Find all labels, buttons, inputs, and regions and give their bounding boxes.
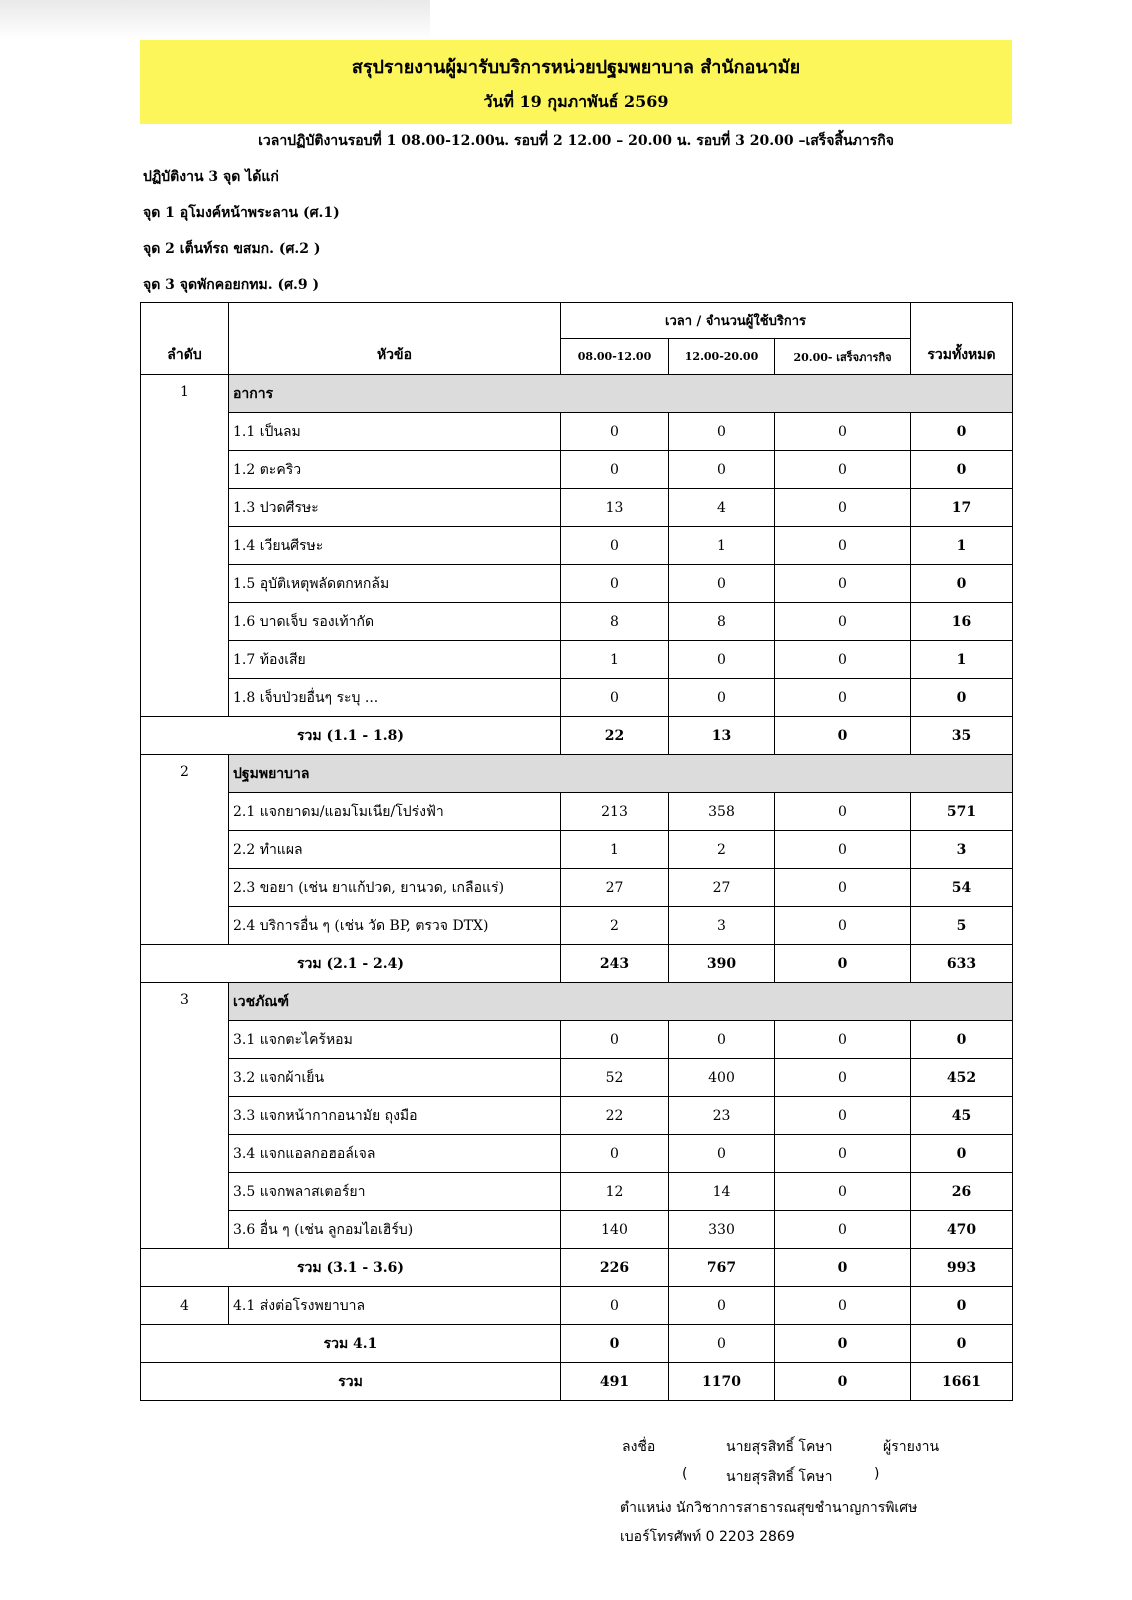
period-1-value: 0 bbox=[561, 413, 669, 451]
sign-label: ลงชื่อ bbox=[622, 1439, 656, 1455]
title-banner bbox=[140, 40, 1012, 124]
table-row bbox=[141, 793, 1013, 831]
row-label: 1.1 เป็นลม bbox=[229, 413, 561, 451]
table-row bbox=[141, 413, 1013, 451]
signer-role: ผู้รายงาน bbox=[883, 1439, 940, 1455]
table-row bbox=[141, 641, 1013, 679]
period-1-value: 140 bbox=[561, 1211, 669, 1249]
period-3-value: 0 bbox=[775, 1287, 911, 1325]
section-number: 4 bbox=[141, 1287, 229, 1325]
period-2-value: 14 bbox=[669, 1173, 775, 1211]
subtotal-row bbox=[141, 1325, 1013, 1363]
period-2-value: 8 bbox=[669, 603, 775, 641]
period-2-value: 4 bbox=[669, 489, 775, 527]
col-header-no: ลำดับ bbox=[141, 303, 229, 375]
period-1-value: 1 bbox=[561, 641, 669, 679]
total-value: 0 bbox=[911, 1287, 1013, 1325]
row-label: 3.6 อื่น ๆ (เช่น ลูกอมไอเฮิร์บ) bbox=[229, 1211, 561, 1249]
row-label: 1.5 อุบัติเหตุพลัดตกหกล้ม bbox=[229, 565, 561, 603]
table-row bbox=[141, 1211, 1013, 1249]
period-3-value: 0 bbox=[775, 1363, 911, 1401]
signer-position: ตำแหน่ง นักวิชาการสาธารณสุขชำนาญการพิเศษ bbox=[620, 1500, 918, 1516]
row-label: 1.2 ตะคริว bbox=[229, 451, 561, 489]
period-3-value: 0 bbox=[775, 1249, 911, 1287]
total-value: 452 bbox=[911, 1059, 1013, 1097]
period-1-value: 226 bbox=[561, 1249, 669, 1287]
section-number: 3 bbox=[141, 983, 229, 1249]
table-row bbox=[141, 679, 1013, 717]
period-2-value: 0 bbox=[669, 1325, 775, 1363]
period-1-value: 0 bbox=[561, 451, 669, 489]
table-row bbox=[141, 1021, 1013, 1059]
table-row bbox=[141, 489, 1013, 527]
total-value: 633 bbox=[911, 945, 1013, 983]
period-2-value: 13 bbox=[669, 717, 775, 755]
total-value: 17 bbox=[911, 489, 1013, 527]
period-2-value: 400 bbox=[669, 1059, 775, 1097]
total-value: 0 bbox=[911, 1325, 1013, 1363]
total-value: 0 bbox=[911, 565, 1013, 603]
period-3-value: 0 bbox=[775, 793, 911, 831]
total-value: 0 bbox=[911, 451, 1013, 489]
row-label: 2.3 ขอยา (เช่น ยาแก้ปวด, ยานวด, เกลือแร่) bbox=[229, 869, 561, 907]
grand-total-label: รวม bbox=[141, 1363, 561, 1401]
total-value: 0 bbox=[911, 1021, 1013, 1059]
period-2-value: 3 bbox=[669, 907, 775, 945]
total-value: 54 bbox=[911, 869, 1013, 907]
report-table bbox=[140, 302, 1013, 1401]
total-value: 5 bbox=[911, 907, 1013, 945]
paren-open: ( bbox=[682, 1466, 688, 1482]
table-row bbox=[141, 565, 1013, 603]
row-label: 1.8 เจ็บป่วยอื่นๆ ระบุ ... bbox=[229, 679, 561, 717]
period-3-value: 0 bbox=[775, 603, 911, 641]
period-2-value: 358 bbox=[669, 793, 775, 831]
table-row bbox=[141, 527, 1013, 565]
row-label: 2.1 แจกยาดม/แอมโมเนีย/โปร่งฟ้า bbox=[229, 793, 561, 831]
col-header-total: รวมทั้งหมด bbox=[911, 303, 1013, 375]
section-header-row bbox=[141, 755, 1013, 793]
col-header-period-3: 20.00- เสร็จภารกิจ bbox=[775, 339, 911, 375]
total-value: 1661 bbox=[911, 1363, 1013, 1401]
signer-name: นายสุรสิทธิ์ โคษา bbox=[726, 1439, 833, 1455]
period-3-value: 0 bbox=[775, 1135, 911, 1173]
period-1-value: 13 bbox=[561, 489, 669, 527]
period-1-value: 491 bbox=[561, 1363, 669, 1401]
table-row bbox=[141, 451, 1013, 489]
period-1-value: 8 bbox=[561, 603, 669, 641]
row-label: 1.6 บาดเจ็บ รองเท้ากัด bbox=[229, 603, 561, 641]
shift-schedule: เวลาปฏิบัติงานรอบที่ 1 08.00-12.00น. รอบที่ 2 12.00 – 20.00 น. รอบที่ 3 20.00 –เสร็จสิ้นภารกิจ bbox=[258, 133, 894, 149]
period-2-value: 1170 bbox=[669, 1363, 775, 1401]
period-3-value: 0 bbox=[775, 527, 911, 565]
period-3-value: 0 bbox=[775, 945, 911, 983]
period-3-value: 0 bbox=[775, 451, 911, 489]
section-name: อาการ bbox=[229, 375, 1013, 413]
period-2-value: 0 bbox=[669, 565, 775, 603]
period-3-value: 0 bbox=[775, 717, 911, 755]
period-3-value: 0 bbox=[775, 869, 911, 907]
period-2-value: 390 bbox=[669, 945, 775, 983]
table-row bbox=[141, 1059, 1013, 1097]
total-value: 45 bbox=[911, 1097, 1013, 1135]
period-2-value: 0 bbox=[669, 1287, 775, 1325]
period-1-value: 0 bbox=[561, 679, 669, 717]
period-2-value: 0 bbox=[669, 641, 775, 679]
section-name: ปฐมพยาบาล bbox=[229, 755, 1013, 793]
period-1-value: 0 bbox=[561, 527, 669, 565]
period-3-value: 0 bbox=[775, 1097, 911, 1135]
row-label: 2.4 บริการอื่น ๆ (เช่น วัด BP, ตรวจ DTX) bbox=[229, 907, 561, 945]
total-value: 35 bbox=[911, 717, 1013, 755]
period-1-value: 52 bbox=[561, 1059, 669, 1097]
grand-total-row bbox=[141, 1363, 1013, 1401]
top-shadow bbox=[0, 0, 430, 40]
period-3-value: 0 bbox=[775, 1211, 911, 1249]
period-1-value: 1 bbox=[561, 831, 669, 869]
report-date: วันที่ 19 กุมภาพันธ์ 2569 bbox=[483, 92, 669, 111]
paren-close: ) bbox=[874, 1466, 880, 1482]
section-number: 1 bbox=[141, 375, 229, 717]
period-2-value: 0 bbox=[669, 1021, 775, 1059]
period-1-value: 0 bbox=[561, 565, 669, 603]
locations-heading: ปฏิบัติงาน 3 จุด ได้แก่ bbox=[143, 169, 279, 185]
period-1-value: 0 bbox=[561, 1325, 669, 1363]
period-2-value: 1 bbox=[669, 527, 775, 565]
row-label: 2.2 ทำแผล bbox=[229, 831, 561, 869]
period-2-value: 23 bbox=[669, 1097, 775, 1135]
period-1-value: 0 bbox=[561, 1021, 669, 1059]
period-3-value: 0 bbox=[775, 679, 911, 717]
period-3-value: 0 bbox=[775, 907, 911, 945]
table-row bbox=[141, 907, 1013, 945]
table-row bbox=[141, 603, 1013, 641]
period-1-value: 2 bbox=[561, 907, 669, 945]
subtotal-row bbox=[141, 717, 1013, 755]
period-3-value: 0 bbox=[775, 1021, 911, 1059]
period-3-value: 0 bbox=[775, 565, 911, 603]
table-row bbox=[141, 831, 1013, 869]
period-2-value: 767 bbox=[669, 1249, 775, 1287]
row-label: 1.7 ท้องเสีย bbox=[229, 641, 561, 679]
subtotal-row bbox=[141, 1249, 1013, 1287]
location-3: จุด 3 จุดพักคอยกทม. (ศ.9 ) bbox=[143, 277, 320, 293]
period-1-value: 27 bbox=[561, 869, 669, 907]
subtotal-label: รวม (1.1 - 1.8) bbox=[141, 717, 561, 755]
period-3-value: 0 bbox=[775, 1059, 911, 1097]
table-row bbox=[141, 1135, 1013, 1173]
table-row bbox=[141, 1287, 1013, 1325]
table-row bbox=[141, 869, 1013, 907]
row-label: 1.3 ปวดศีรษะ bbox=[229, 489, 561, 527]
period-1-value: 22 bbox=[561, 1097, 669, 1135]
period-1-value: 243 bbox=[561, 945, 669, 983]
row-label: 3.1 แจกตะไคร้หอม bbox=[229, 1021, 561, 1059]
table-row bbox=[141, 1097, 1013, 1135]
period-3-value: 0 bbox=[775, 1173, 911, 1211]
period-1-value: 0 bbox=[561, 1287, 669, 1325]
total-value: 571 bbox=[911, 793, 1013, 831]
total-value: 16 bbox=[911, 603, 1013, 641]
col-header-period-2: 12.00-20.00 bbox=[669, 339, 775, 375]
total-value: 470 bbox=[911, 1211, 1013, 1249]
section-header-row bbox=[141, 375, 1013, 413]
subtotal-row bbox=[141, 945, 1013, 983]
period-3-value: 0 bbox=[775, 641, 911, 679]
row-label: 3.4 แจกแอลกอฮอล์เจล bbox=[229, 1135, 561, 1173]
total-value: 0 bbox=[911, 1135, 1013, 1173]
row-label: 3.2 แจกผ้าเย็น bbox=[229, 1059, 561, 1097]
period-2-value: 27 bbox=[669, 869, 775, 907]
period-2-value: 2 bbox=[669, 831, 775, 869]
subtotal-label: รวม (3.1 - 3.6) bbox=[141, 1249, 561, 1287]
total-value: 26 bbox=[911, 1173, 1013, 1211]
period-2-value: 330 bbox=[669, 1211, 775, 1249]
total-value: 1 bbox=[911, 527, 1013, 565]
location-2: จุด 2 เต็นท์รถ ขสมก. (ศ.2 ) bbox=[143, 241, 321, 257]
col-header-topic: หัวข้อ bbox=[229, 303, 561, 375]
row-label: 1.4 เวียนศีรษะ bbox=[229, 527, 561, 565]
period-2-value: 0 bbox=[669, 679, 775, 717]
col-header-period-1: 08.00-12.00 bbox=[561, 339, 669, 375]
period-3-value: 0 bbox=[775, 413, 911, 451]
period-3-value: 0 bbox=[775, 489, 911, 527]
table-row bbox=[141, 1173, 1013, 1211]
total-value: 3 bbox=[911, 831, 1013, 869]
period-1-value: 213 bbox=[561, 793, 669, 831]
signer-phone: เบอร์โทรศัพท์ 0 2203 2869 bbox=[620, 1529, 795, 1545]
subtotal-label: รวม (2.1 - 2.4) bbox=[141, 945, 561, 983]
period-2-value: 0 bbox=[669, 451, 775, 489]
row-label: 3.5 แจกพลาสเตอร์ยา bbox=[229, 1173, 561, 1211]
period-2-value: 0 bbox=[669, 413, 775, 451]
total-value: 1 bbox=[911, 641, 1013, 679]
period-1-value: 22 bbox=[561, 717, 669, 755]
location-1: จุด 1 อุโมงค์หน้าพระลาน (ศ.1) bbox=[143, 205, 340, 221]
section-name: เวชภัณฑ์ bbox=[229, 983, 1013, 1021]
row-label: 4.1 ส่งต่อโรงพยาบาล bbox=[229, 1287, 561, 1325]
period-3-value: 0 bbox=[775, 1325, 911, 1363]
total-value: 0 bbox=[911, 679, 1013, 717]
period-3-value: 0 bbox=[775, 831, 911, 869]
row-label: 3.3 แจกหน้ากากอนามัย ถุงมือ bbox=[229, 1097, 561, 1135]
subtotal-label: รวม 4.1 bbox=[141, 1325, 561, 1363]
section-number: 2 bbox=[141, 755, 229, 945]
section-header-row bbox=[141, 983, 1013, 1021]
period-1-value: 12 bbox=[561, 1173, 669, 1211]
report-title: สรุปรายงานผู้มารับบริการหน่วยปฐมพยาบาล สำนักอนามัย bbox=[351, 57, 801, 78]
col-header-group: เวลา / จำนวนผู้ใช้บริการ bbox=[561, 303, 911, 339]
total-value: 0 bbox=[911, 413, 1013, 451]
total-value: 993 bbox=[911, 1249, 1013, 1287]
period-1-value: 0 bbox=[561, 1135, 669, 1173]
period-2-value: 0 bbox=[669, 1135, 775, 1173]
signer-name-paren: นายสุรสิทธิ์ โคษา bbox=[726, 1469, 833, 1485]
